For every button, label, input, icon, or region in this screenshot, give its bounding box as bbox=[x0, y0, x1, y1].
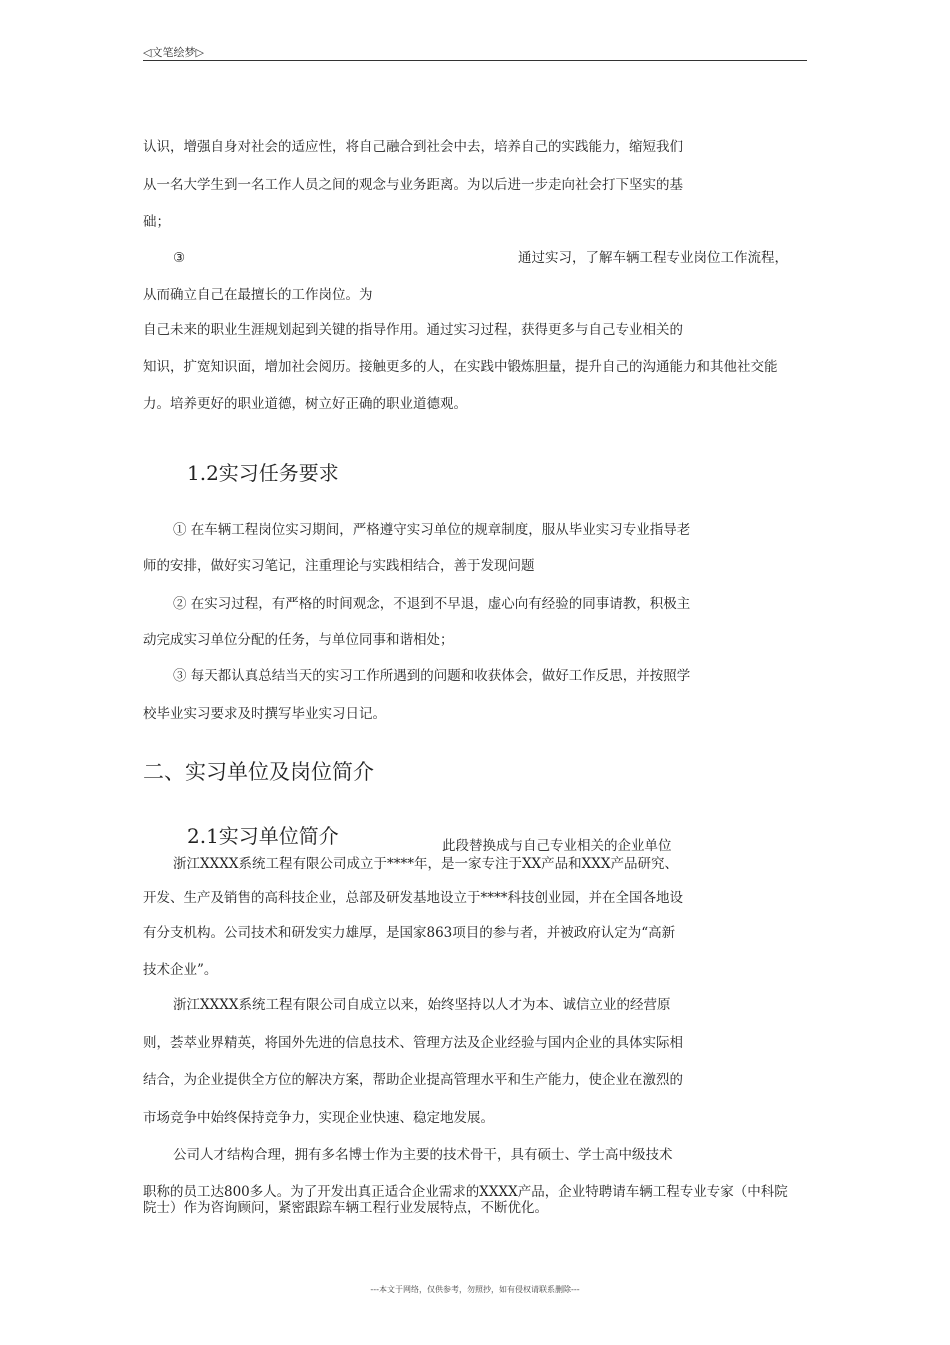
intro-line-7: 力。培养更好的职业道德，树立好正确的职业道德观。 bbox=[143, 396, 467, 412]
header-mark: ◁文笔绘梦▷ bbox=[143, 46, 204, 59]
task-item-1-line-2: 师的安排，做好实习笔记，注重理论与实践相结合，善于发现问题 bbox=[143, 558, 535, 574]
task-item-3-line-1: ③ 每天都认真总结当天的实习工作所遇到的问题和收获体会，做好工作反思，并按照学 bbox=[173, 668, 691, 684]
intro-line-4: 从而确立自己在最擅长的工作岗位。为 bbox=[143, 287, 373, 303]
company-p3-line-1: 公司人才结构合理，拥有多名博士作为主要的技术骨干，具有硕士、学士高中级技术 bbox=[173, 1147, 673, 1163]
intro-item-text: 通过实习，了解车辆工程专业岗位工作流程， bbox=[518, 250, 788, 266]
intro-line-5: 自己未来的职业生涯规划起到关键的指导作用。通过实习过程，获得更多与自己专业相关的 bbox=[143, 322, 683, 338]
intro-line-2: 从一名大学生到一名工作人员之间的观念与业务距离。为以后进一步走向社会打下坚实的基 bbox=[143, 177, 683, 193]
intro-line-6: 知识，扩宽知识面，增加社会阅历。接触更多的人，在实践中锻炼胆量，提升自己的沟通能力和其他社交能 bbox=[143, 359, 778, 375]
company-p2-line-4: 市场竞争中始终保持竞争力，实现企业快速、稳定地发展。 bbox=[143, 1110, 494, 1126]
task-item-2-line-2: 动完成实习单位分配的任务，与单位同事和谐相处； bbox=[143, 632, 454, 648]
task-item-3-line-2: 校毕业实习要求及时撰写毕业实习日记。 bbox=[143, 706, 386, 722]
company-p1-line-2: 开发、生产及销售的高科技企业，总部及研发基地设立于****科技创业园，并在全国各地设 bbox=[143, 890, 683, 906]
replace-note: 此段替换成与自己专业相关的企业单位 bbox=[442, 838, 672, 854]
section-1-2-title: 1.2实习任务要求 bbox=[187, 461, 339, 485]
intro-item-number: ③ bbox=[173, 250, 186, 266]
task-item-2-line-1: ② 在实习过程，有严格的时间观念，不退到不早退，虚心向有经验的同事请教，积极主 bbox=[173, 596, 691, 612]
company-p1-line-4: 技术企业”。 bbox=[143, 962, 218, 978]
header-rule bbox=[143, 60, 807, 61]
company-p1-line-3: 有分支机构。公司技术和研发实力雄厚，是国家863项目的参与者，并被政府认定为“高新 bbox=[143, 925, 676, 941]
company-p2-line-2: 则，荟萃业界精英，将国外先进的信息技术、管理方法及企业经验与国内企业的具体实际相 bbox=[143, 1035, 683, 1051]
company-p2-line-3: 结合，为企业提供全方位的解决方案，帮助企业提高管理水平和生产能力，使企业在激烈的 bbox=[143, 1072, 683, 1088]
section-2-title: 二、实习单位及岗位简介 bbox=[143, 760, 374, 784]
intro-line-3: 础； bbox=[143, 214, 170, 230]
company-p2-line-1: 浙江XXXX系统工程有限公司自成立以来，始终坚持以人才为本、诚信立业的经营原 bbox=[173, 997, 671, 1013]
company-p3-line-2: 职称的员工达800多人。为了开发出真正适合企业需求的XXXX产品，企业特聘请车辆工程专业专家（中科院 bbox=[143, 1184, 788, 1200]
intro-line-1: 认识，增强自身对社会的适应性，将自己融合到社会中去，培养自己的实践能力，缩短我们 bbox=[143, 139, 683, 155]
company-p3-line-3: 院士）作为咨询顾问，紧密跟踪车辆工程行业发展特点，不断优化。 bbox=[143, 1200, 548, 1216]
company-p1-line-1: 浙江XXXX系统工程有限公司成立于****年，是一家专注于XX产品和XXX产品研究、 bbox=[173, 856, 678, 872]
task-item-1-line-1: ① 在车辆工程岗位实习期间，严格遵守实习单位的规章制度，服从毕业实习专业指导老 bbox=[173, 522, 691, 538]
footer-disclaimer: ---本文于网络，仅供参考，勿照抄，如有侵权请联系删除--- bbox=[370, 1285, 580, 1294]
section-2-1-title: 2.1实习单位简介 bbox=[187, 824, 339, 848]
